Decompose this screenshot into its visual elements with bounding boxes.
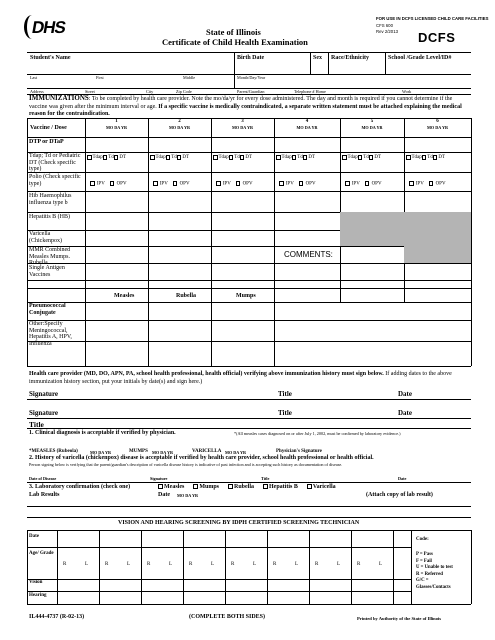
footer-complete-both: (COMPLETE BOTH SIDES) xyxy=(189,614,266,620)
polio-options-dose-5[interactable]: IPV OPV xyxy=(345,181,382,186)
middle-name-label: Middle xyxy=(183,75,196,80)
mumps-label: MUMPS xyxy=(129,449,148,454)
screening-r-2: R xyxy=(147,562,151,567)
use-note: FOR USE IN DCFS LICENSED CHILD CARE FACILITIES xyxy=(376,16,489,21)
screening-l-2: L xyxy=(169,562,173,567)
screening-row-2: Vision xyxy=(29,580,43,585)
alt-title-label: Title xyxy=(261,476,270,481)
parent-label: Parent/Guardian xyxy=(237,89,265,94)
other-vaccine-label: Other:Specify Meningococcal, Hepatitis A, HPV, Influenza xyxy=(29,321,72,347)
dose-header-6: 6 MO DA YR xyxy=(426,119,448,130)
screening-r-6: R xyxy=(315,562,319,567)
date-disease-label: Date of Disease xyxy=(29,476,57,481)
varicella-row-label: Varicella (Chickenpox) xyxy=(29,231,62,244)
screening-row-0: Date xyxy=(29,534,39,539)
vaccine-dose-header: Vaccine / Dose xyxy=(30,125,67,131)
screening-r-3: R xyxy=(189,562,193,567)
address-label: Address xyxy=(30,89,44,94)
pneumococcal-label: Pneumococcal Conjugate xyxy=(29,303,66,316)
immunization-intro: IMMUNIZATIONS: To be completed by health care provider. Note the mo/da/yr for every dose administered. The day and month is required if you cannot determine if the vaccine was given after the minimum interval or age. If a specific vaccine is medically contraindicated, a separate written statement must be attached explaining the medical reason for the contraindication. xyxy=(29,94,462,117)
student-name-label: Student's Name xyxy=(30,55,71,61)
dose-header-2: 2 MO DA YR xyxy=(168,119,190,130)
mumps-mdy: MO DA YR xyxy=(152,450,174,455)
measles-label: *MEASLES (Rubeola) xyxy=(29,449,78,454)
alt-item-3: 3. Laboratory confirmation (check one) xyxy=(29,484,131,490)
polio-options-dose-2[interactable]: IPV OPV xyxy=(153,181,190,186)
city-label: City xyxy=(146,89,154,94)
tdap-options-dose-3[interactable]: Tdap Td DT xyxy=(213,155,252,160)
screening-r-0: R xyxy=(63,562,67,567)
lab-mumps-checkbox[interactable]: Mumps xyxy=(193,484,219,490)
alt-item-1-note: *(All measles cases diagnosed on or after July 1, 2002, must be confirmed by laboratory evidence.) xyxy=(234,431,401,436)
alt-date-label: Date xyxy=(398,476,407,481)
work-label: Work xyxy=(402,89,412,94)
lab-checkboxes xyxy=(158,484,336,490)
alt-item-2-note: Person signing below is verifying that the parent/guardian's description of varicella disease history is indicative of past infection and is accepting such history as documentation of disease. xyxy=(29,462,343,467)
zip-label: Zip Code xyxy=(176,89,192,94)
physician-signature-label: Physician's Signature xyxy=(276,449,322,454)
single-measles: Measles xyxy=(114,293,135,299)
screening-r-5: R xyxy=(273,562,277,567)
tdap-options-dose-1[interactable]: Tdap Td DT xyxy=(87,155,126,160)
attach-lab-note: (Attach copy of lab result) xyxy=(366,492,433,498)
screening-r-4: R xyxy=(231,562,235,567)
form-revision: Rev 2/2013 xyxy=(376,29,398,34)
provider-signature-label-2: Signature xyxy=(29,409,59,417)
dose-header-3: 3 MO DA YR xyxy=(231,119,253,130)
lab-varicella-checkbox[interactable]: Varicella xyxy=(307,484,336,490)
form-number: CFS 600 xyxy=(376,23,393,28)
screening-code-0: P = Pass xyxy=(416,552,433,557)
varicella-label: VARICELLA xyxy=(192,449,222,454)
phone-label: Telephone # Home xyxy=(294,89,326,94)
lab-results-label: Lab Results xyxy=(29,492,60,498)
alt-proof-title: Title xyxy=(29,420,44,429)
screening-l-4: L xyxy=(253,562,257,567)
screening-r-7: R xyxy=(357,562,361,567)
school-label: School /Grade Level/ID# xyxy=(388,55,452,61)
comments-label: COMMENTS: xyxy=(284,250,333,259)
dose-header-1: 1 MO DA YR xyxy=(105,119,127,130)
dtp-label: DTP or DTaP xyxy=(29,139,64,145)
lab-date-label: Date xyxy=(158,492,170,498)
polio-options-dose-4[interactable]: IPV OPV xyxy=(279,181,316,186)
varicella-mdy: MO DA YR xyxy=(225,450,247,455)
dhs-logo-swoosh xyxy=(24,15,40,39)
polio-options-dose-3[interactable]: IPV OPV xyxy=(216,181,253,186)
alt-item-1: 1. Clinical diagnosis is acceptable if verified by physician. xyxy=(29,430,176,436)
polio-options-dose-1[interactable]: IPV OPV xyxy=(90,181,127,186)
lab-measles-checkbox[interactable]: Measles xyxy=(158,484,184,490)
screening-code-2: U = Unable to test xyxy=(416,565,453,570)
screening-code-3: R = Referred xyxy=(416,571,443,577)
race-label: Race/Ethnicity xyxy=(331,55,369,61)
single-rubella: Rubella xyxy=(176,293,197,299)
tdap-options-dose-2[interactable]: Tdap Td DT xyxy=(150,155,189,160)
screening-code-4: G/C = xyxy=(416,578,429,583)
provider-statement: Health care provider (MD, DO, APN, PA, school health professional, health official) verifying above immunization history must sign below. If adding dates to the above immunization history section, put your initials by date(s) and sign here.) xyxy=(29,371,452,385)
tdap-options-dose-5[interactable]: Tdap Td DT xyxy=(342,155,381,160)
lab-mdy: MO DA YR xyxy=(177,493,199,498)
last-name-label: Last xyxy=(30,75,38,80)
screening-l-5: L xyxy=(295,562,299,567)
shaded-cell xyxy=(340,212,471,230)
tdap-options-dose-6[interactable]: Tdap Td DT xyxy=(406,155,445,160)
hepb-label: Hepatitis B (HB) xyxy=(29,214,70,220)
screening-code-5: Glasses/Contacts xyxy=(416,584,451,590)
mmr-label: MMR Combined Measles Mumps. Rubella xyxy=(29,247,71,266)
screening-row-1: Age/ Grade xyxy=(29,551,54,556)
provider-signature-label: Signature xyxy=(29,390,59,398)
street-label: Street xyxy=(85,89,95,94)
screening-l-7: L xyxy=(379,562,383,567)
screening-code-1: F = Fail xyxy=(416,558,432,564)
dcfs-logo: DCFS xyxy=(418,30,456,45)
birth-date-label: Birth Date xyxy=(237,55,265,61)
screening-l-0: L xyxy=(85,562,89,567)
dose-header-4: 4 MO DA YR xyxy=(296,119,318,130)
hib-label: Hib Haemophilus influenza type b xyxy=(29,193,72,206)
alt-item-2: 2. History of varicella (chickenpox) disease is acceptable if verified by health care provider, school health professional or health official. xyxy=(29,455,374,461)
shaded-cell xyxy=(404,246,471,263)
screening-l-6: L xyxy=(337,562,341,567)
measles-mdy: MO DA YR xyxy=(90,450,112,455)
provider-title-label: Title xyxy=(278,390,292,398)
polio-options-dose-6[interactable]: IPV OPV xyxy=(409,181,446,186)
screening-row-3: Hearing xyxy=(29,593,47,598)
first-name-label: First xyxy=(96,75,104,80)
lab-hepb-checkbox[interactable]: Hepatitis B xyxy=(263,484,298,490)
polio-label: Polio (Check specific type) xyxy=(29,174,81,187)
screening-r-1: R xyxy=(105,562,109,567)
screening-title: VISION AND HEARING SCREENING BY IDPH CERTIFIED SCREENING TECHNICIAN xyxy=(118,520,360,526)
provider-date-label-2: Date xyxy=(398,409,412,417)
form-title-state: State of Illinois xyxy=(206,27,261,37)
lab-rubella-checkbox[interactable]: Rubella xyxy=(228,484,254,490)
screening-l-3: L xyxy=(211,562,215,567)
single-antigen-label: Single Antigen Vaccines xyxy=(29,265,65,278)
dhs-logo: DHS xyxy=(30,18,67,37)
alt-signature-label: Signature xyxy=(150,476,168,481)
provider-date-label: Date xyxy=(398,390,412,398)
tdap-label: Tdap; Td or Pediatric DT (Check specific type) xyxy=(29,153,81,172)
provider-title-label-2: Title xyxy=(278,409,292,417)
dob-format-label: Month/Day/Year xyxy=(237,75,266,80)
code-title: Code: xyxy=(416,537,429,542)
single-mumps: Mumps xyxy=(236,293,256,299)
screening-l-1: L xyxy=(127,562,131,567)
shaded-cell xyxy=(340,230,471,246)
footer-authority: Printed by Authority of the State of Illinois xyxy=(357,616,442,621)
form-title: Certificate of Child Health Examination xyxy=(162,37,308,47)
tdap-options-dose-4[interactable]: Tdap Td DT xyxy=(276,155,315,160)
sex-label: Sex xyxy=(313,55,322,61)
dose-header-5: 5 MO DA YR xyxy=(361,119,383,130)
footer-form-id: IL444-4737 (R-02-13) xyxy=(29,614,85,620)
